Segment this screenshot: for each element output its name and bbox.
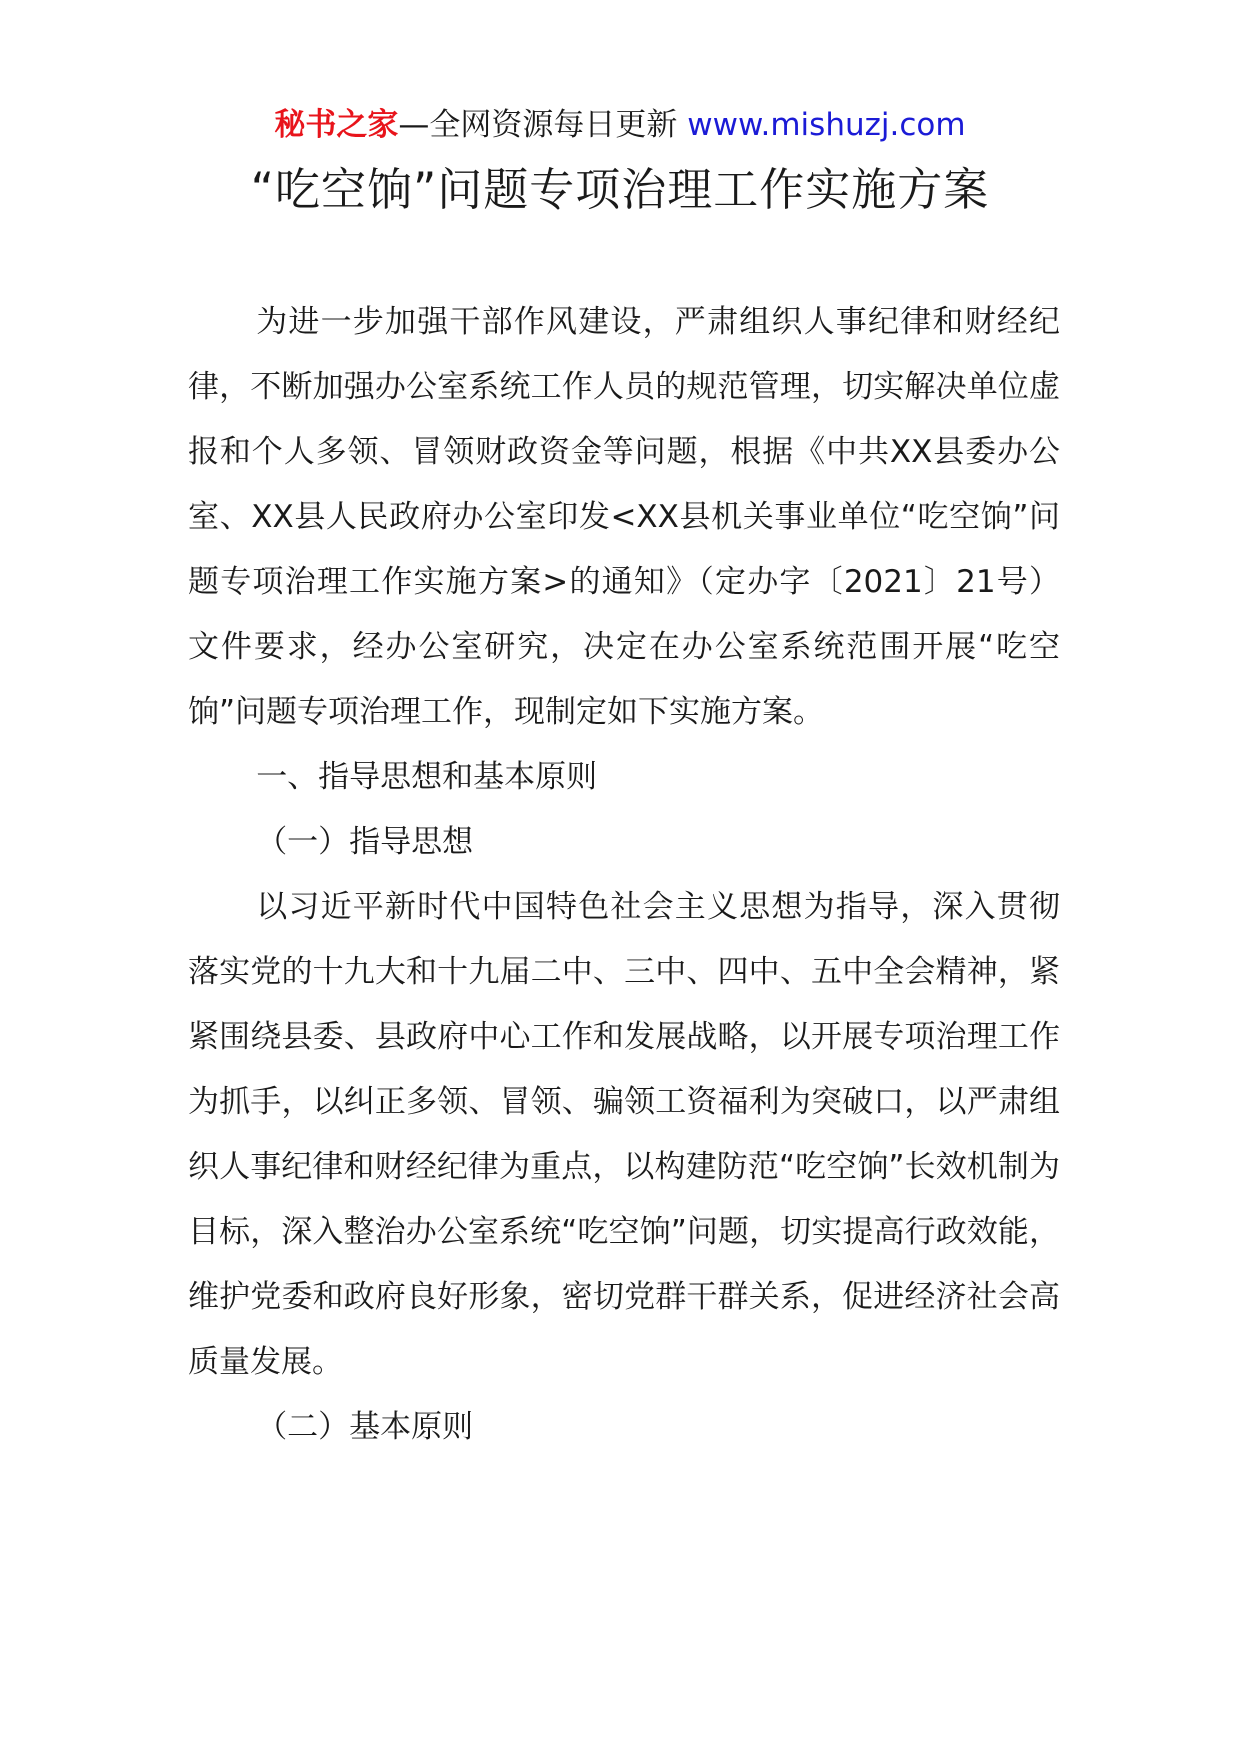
document-body <box>188 290 1060 1460</box>
brand-name: 秘书之家 <box>274 107 399 143</box>
site-header <box>0 100 1240 150</box>
section-heading-1: 一、指导思想和基本原则 <box>256 759 598 795</box>
intro-paragraph: 为进一步加强干部作风建设，严肃组织人事纪律和财经纪律，不断加强办公室系统工作人员的规范管理，切实解决单位虚报和个人多领、冒领财政资金等问题，根据《中共XX县委办公室、XX县人民政府办公室印发<XX县机关事业单位“吃空饷”问题专项治理工作实施方案>的通知》（定办字〔2021〕21号）文件要求，经办公室研究，决定在办公室系统范围开展“吃空饷”问题专项治理工作，现制定如下实施方案。 <box>188 304 1060 730</box>
site-url-link[interactable]: www.mishuzj.com <box>687 107 966 143</box>
sub-heading-guiding-ideology: （一）指导思想 <box>256 824 474 860</box>
header-tagline: —全网资源每日更新 <box>398 107 678 143</box>
guiding-ideology-paragraph: 以习近平新时代中国特色社会主义思想为指导，深入贯彻落实党的十九大和十九届二中、三中、四中、五中全会精神，紧紧围绕县委、县政府中心工作和发展战略，以开展专项治理工作为抓手，以纠正多领、冒领、骗领工资福利为突破口，以严肃组织人事纪律和财经纪律为重点，以构建防范“吃空饷”长效机制为目标，深入整治办公室系统“吃空饷”问题，切实提高行政效能，维护党委和政府良好形象，密切党群干群关系，促进经济社会高质量发展。 <box>188 889 1060 1380</box>
sub-heading-basic-principles: （二）基本原则 <box>256 1409 474 1445</box>
document-title: “吃空饷”问题专项治理工作实施方案 <box>250 163 990 216</box>
